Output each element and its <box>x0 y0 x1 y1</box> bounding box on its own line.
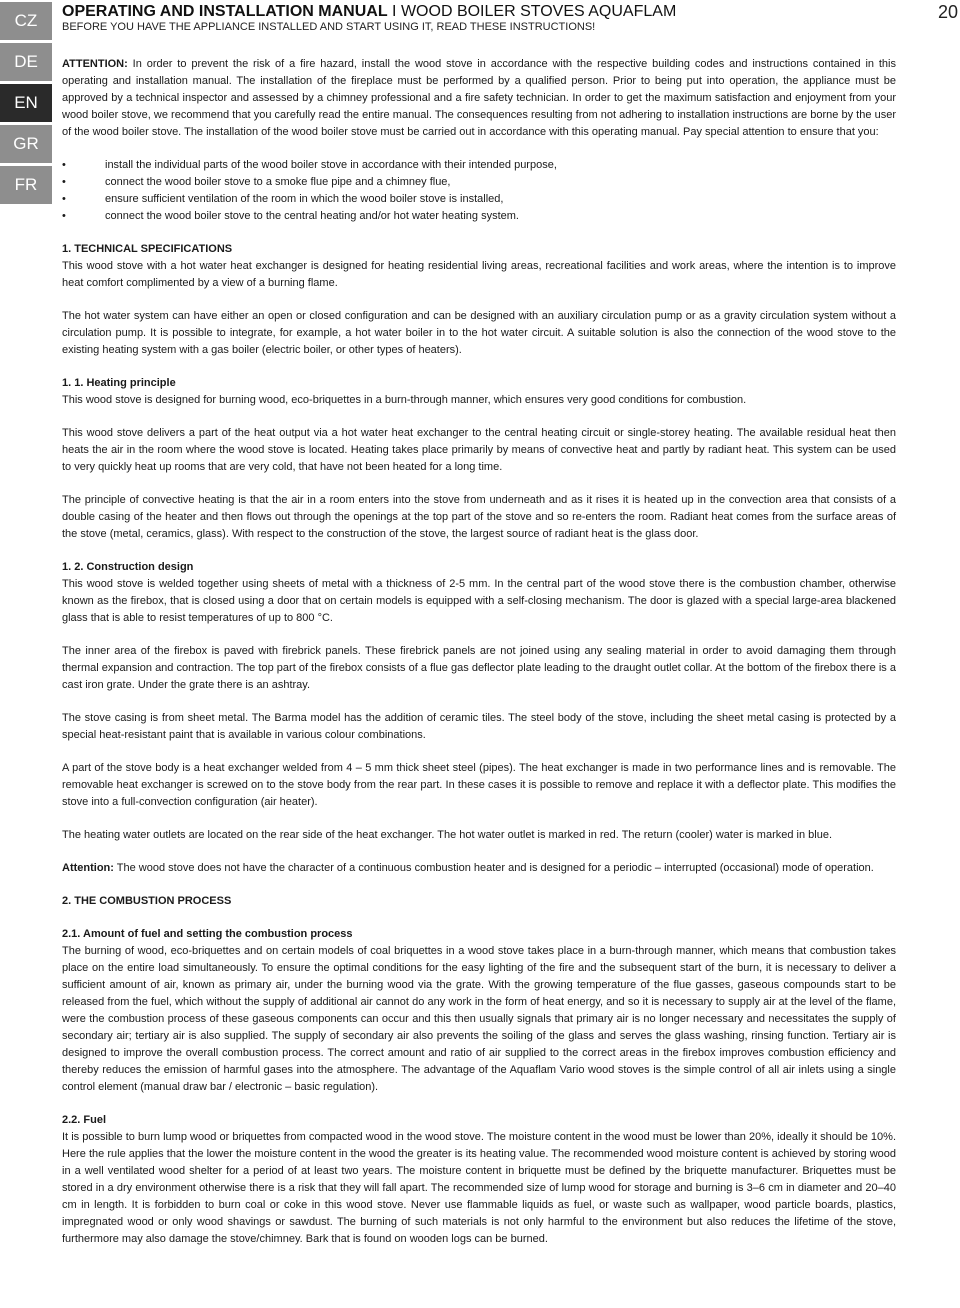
paragraph: This wood stove with a hot water heat exchanger is designed for heating residential living areas, recreational facilities and work areas, where the intention is to improve heat comfort complimented by a view of a burning flame. <box>62 260 896 289</box>
requirements-list <box>62 157 896 225</box>
paragraph: This wood stove is designed for burning wood, eco-briquettes in a burn-through manner, which ensures very good conditions for combustion. <box>62 394 747 406</box>
document-body <box>62 56 896 1248</box>
section-heading-amount-of-fuel: 2.1. Amount of fuel and setting the combustion process <box>62 928 353 940</box>
list-item <box>62 157 896 174</box>
page-subtitle: BEFORE YOU HAVE THE APPLIANCE INSTALLED AND START USING IT, READ THESE INSTRUCTIONS! <box>62 21 596 33</box>
lang-tab-en[interactable]: EN <box>0 84 52 122</box>
attention-note <box>62 860 896 877</box>
page-title <box>62 2 922 21</box>
bullet-icon: • <box>62 159 66 171</box>
attention-note-label: Attention: <box>62 862 114 874</box>
paragraph: The inner area of the firebox is paved with firebrick panels. These firebrick panels are not joined using any sealing material in order to avoid damaging them through thermal expansion and contraction. The top part of the firebox consists of a flue gas deflector plate leading to the draught outlet collar. At the bottom of the firebox there is a cast iron grate. Under the grate there is an ashtray. <box>62 645 896 691</box>
page-title-rest: I WOOD BOILER STOVES AQUAFLAM <box>387 3 677 20</box>
list-item-text: ensure sufficient ventilation of the room in which the wood boiler stove is installed, <box>105 193 504 205</box>
attention-text: In order to prevent the risk of a fire hazard, install the wood stove in accordance with the respective building codes and instructions contained in this operating and installation manual. The installation of the fireplace must be performed by a qualified person. Prior to being put into operation, the appliance must be approved by a technical inspector and assessed by a chimney professional and a fire safety technician. In order to get the maximum satisfaction and enjoyment from your wood boiler stove, we recommend that you carefully read the entire manual. The consequences resulting from not adhering to installation instructions are borne by the user of the wood boiler stove. The installation of the wood boiler stove must be carried out in accordance with this operating manual. Pay special attention to ensure that you: <box>62 58 896 138</box>
lang-tab-de[interactable]: DE <box>0 43 52 81</box>
paragraph: The principle of convective heating is that the air in a room enters into the stove from underneath and as it rises it is heated up in the convection area that consists of a double casing of the heater and then flows out through the openings at the top part of the stove and so re-enters the room. Radiant heat comes from the surface areas of the stove (metal, ceramics, glass). With respect to the construction of the stove, the largest source of radiant heat is the glass door. <box>62 494 896 540</box>
paragraph: This wood stove is welded together using sheets of metal with a thickness of 2-5 mm. In the central part of the wood stove there is the combustion chamber, otherwise known as the firebox, that is closed using a door that on certain models is equipped with a self-closing mechanism. The door is glazed with a special large-area blackened glass that is able to resist temperatures of up to 800 °C. <box>62 578 896 624</box>
paragraph: It is possible to burn lump wood or briquettes from compacted wood in the wood stove. The moisture content in the wood must be lower than 20%, ideally it should be 10%. Here the rule applies that the lower the moisture content in the wood the greater is its heating value. The recommended wood moisture content is achieved by storing wood in a well ventilated wood shelter for a period of at least two years. The moisture content in briquette must be defined by the briquette manufacturer. Briquettes must be stored in a dry environment otherwise there is a risk that they will fall apart. The recommended size of lump wood for storage and burning is 3–6 cm in diameter and 20–40 cm in length. It is forbidden to burn coal or coke in this wood stove. Never use flammable liquids as fuel, or waste such as wallpaper, wood particle boards, plastics, impregnated wood or only wood shavings or sawdust. The burning of such materials is not only harmful to the environment but also reduces the lifetime of the stove, furthermore may also damage the stove/chimney. Bark that is found on wooden logs can be burned. <box>62 1131 896 1245</box>
paragraph: The heating water outlets are located on the rear side of the heat exchanger. The hot water outlet is marked in red. The return (cooler) water is marked in blue. <box>62 829 833 841</box>
paragraph: The hot water system can have either an open or closed configuration and can be designed with an auxiliary circulation pump or as a gravity circulation system without a circulation pump. It is possible to integrate, for example, a hot water boiler in to the hot water circuit. A suitable solution is also the connection of the wood stove to the existing heating system with a gas boiler (electric boiler, or other types of heaters). <box>62 310 896 356</box>
paragraph: This wood stove delivers a part of the heat output via a hot water heat exchanger to the central heating circuit or single-storey heating. The available residual heat then heats the air in the room where the wood stove is located. Heating takes place primarily by means of convective heat and partly by radiant heat. This system can be used to very quickly heat up rooms that are very cold, that have not been heated for a long time. <box>62 427 896 473</box>
section-heading-fuel: 2.2. Fuel <box>62 1114 107 1126</box>
lang-tab-cz[interactable]: CZ <box>0 2 52 40</box>
list-item-text: connect the wood boiler stove to a smoke flue pipe and a chimney flue, <box>105 176 451 188</box>
list-item-text: install the individual parts of the wood boiler stove in accordance with their intended purpose, <box>105 159 557 171</box>
paragraph: A part of the stove body is a heat exchanger welded from 4 – 5 mm thick sheet steel (pipes). The heat exchanger is made in two performance lines and is removable. The removable heat exchanger is screwed on to the stove body from the rear part. In these cases it is possible to remove and replace it with a deflector plate. This modifies the stove into a full-convection configuration (air heater). <box>62 762 896 808</box>
attention-paragraph <box>62 56 896 141</box>
section-heading-technical-specifications: 1. TECHNICAL SPECIFICATIONS <box>62 243 233 255</box>
paragraph: The stove casing is from sheet metal. The Barma model has the addition of ceramic tiles. The steel body of the stove, including the sheet metal casing is protected by a special heat-resistant paint that is available in various colour combinations. <box>62 712 896 741</box>
list-item-text: connect the wood boiler stove to the central heating and/or hot water heating system. <box>105 210 519 222</box>
section-heading-construction-design: 1. 2. Construction design <box>62 561 194 573</box>
section-heading-combustion-process: 2. THE COMBUSTION PROCESS <box>62 895 232 907</box>
attention-note-text: The wood stove does not have the character of a continuous combustion heater and is designed for a periodic – interrupted (occasional) mode of operation. <box>113 862 874 874</box>
paragraph: The burning of wood, eco-briquettes and on certain models of coal briquettes in a wood stove takes place in a burn-through manner, which means that combustion takes place on the entire load simultaneously. To ensure the optimal conditions for the easy lighting of the fire and the subsequent start of the burn, it is necessary to deliver a sufficient amount of air, known as primary air, under the burning wood via the grate. With the growing temperature of the flue gasses, gaseous compounds start to be released from the fuel, which without the supply of additional air cannot do any work in the form of heat energy, and so it is necessary to supply air at the level of the flame, were the combustion process of these gaseous components can occur and this then usually signals that primary air is no longer necessary and necessitates the supply of secondary air; tertiary air is also supplied. The supply of secondary air also prevents the soiling of the glass and serves the glass washing, rinsing function. Tertiary air is designed to improve the overall combustion process. The correct amount and ratio of air supplied to the correct areas in the firebox improves combustion efficiency and thereby reduces the emission of harmful gases into the atmosphere. The advantage of the Aquaflam Vario wood stoves is the simple control of all air inlets using a single control element (manual draw bar / electronic – basic regulation). <box>62 945 896 1093</box>
list-item <box>62 191 896 208</box>
lang-tab-gr[interactable]: GR <box>0 125 52 163</box>
bullet-icon: • <box>62 210 66 222</box>
list-item <box>62 208 896 225</box>
list-item <box>62 174 896 191</box>
bullet-icon: • <box>62 176 66 188</box>
page-header <box>62 2 922 34</box>
page-title-bold: OPERATING AND INSTALLATION MANUAL <box>62 3 388 20</box>
section-heading-heating-principle: 1. 1. Heating principle <box>62 377 176 389</box>
page-number: 20 <box>937 2 958 22</box>
bullet-icon: • <box>62 193 66 205</box>
attention-label: ATTENTION: <box>62 58 128 70</box>
lang-tab-fr[interactable]: FR <box>0 166 52 204</box>
